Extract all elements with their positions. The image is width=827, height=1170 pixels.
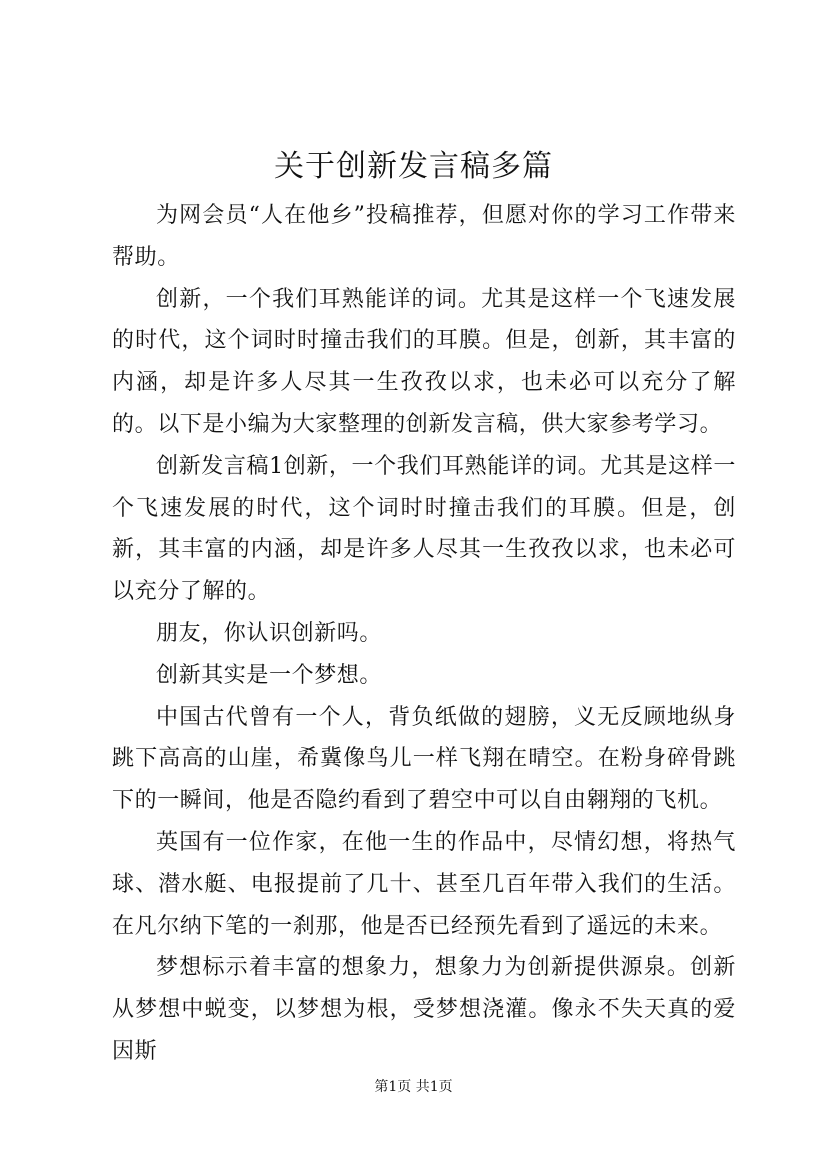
document-body [112,195,736,1073]
paragraph: 梦想标示着丰富的想象力，想象力为创新提供源泉。创新从梦想中蜕变，以梦想为根，受梦想浇灌。像永不失天真的爱因斯 [112,955,736,1064]
paragraph: 创新，一个我们耳熟能详的词。尤其是这样一个飞速发展的时代，这个词时时撞击我们的耳膜。但是，创新，其丰富的内涵，却是许多人尽其一生孜孜以求，也未必可以充分了解的。以下是小编为大家整理的创新发言稿，供大家参考学习。 [112,286,736,437]
paragraph: 创新发言稿1创新，一个我们耳熟能详的词。尤其是这样一个飞速发展的时代，这个词时时撞击我们的耳膜。但是，创新，其丰富的内涵，却是许多人尽其一生孜孜以求，也未必可以充分了解的。 [112,453,736,605]
paragraph: 中国古代曾有一个人，背负纸做的翅膀，义无反顾地纵身跳下高高的山崖，希冀像鸟儿一样飞翔在晴空。在粉身碎骨跳下的一瞬间，他是否隐约看到了碧空中可以自由翱翔的飞机。 [112,704,736,814]
paragraph: 为网会员“人在他乡”投稿推荐，但愿对你的学习工作带来帮助。 [112,203,736,270]
page-footer: 第1页 共1页 [374,1079,453,1095]
paragraph: 朋友，你认识创新吗。 [156,620,383,646]
document-title: 关于创新发言稿多篇 [274,149,553,184]
paragraph: 创新其实是一个梦想。 [156,662,383,688]
paragraph: 英国有一位作家，在他一生的作品中，尽情幻想，将热气球、潜水艇、电报提前了几十、甚至几百年带入我们的生活。在凡尔纳下笔的一刹那，他是否已经预先看到了遥远的未来。 [112,829,736,939]
